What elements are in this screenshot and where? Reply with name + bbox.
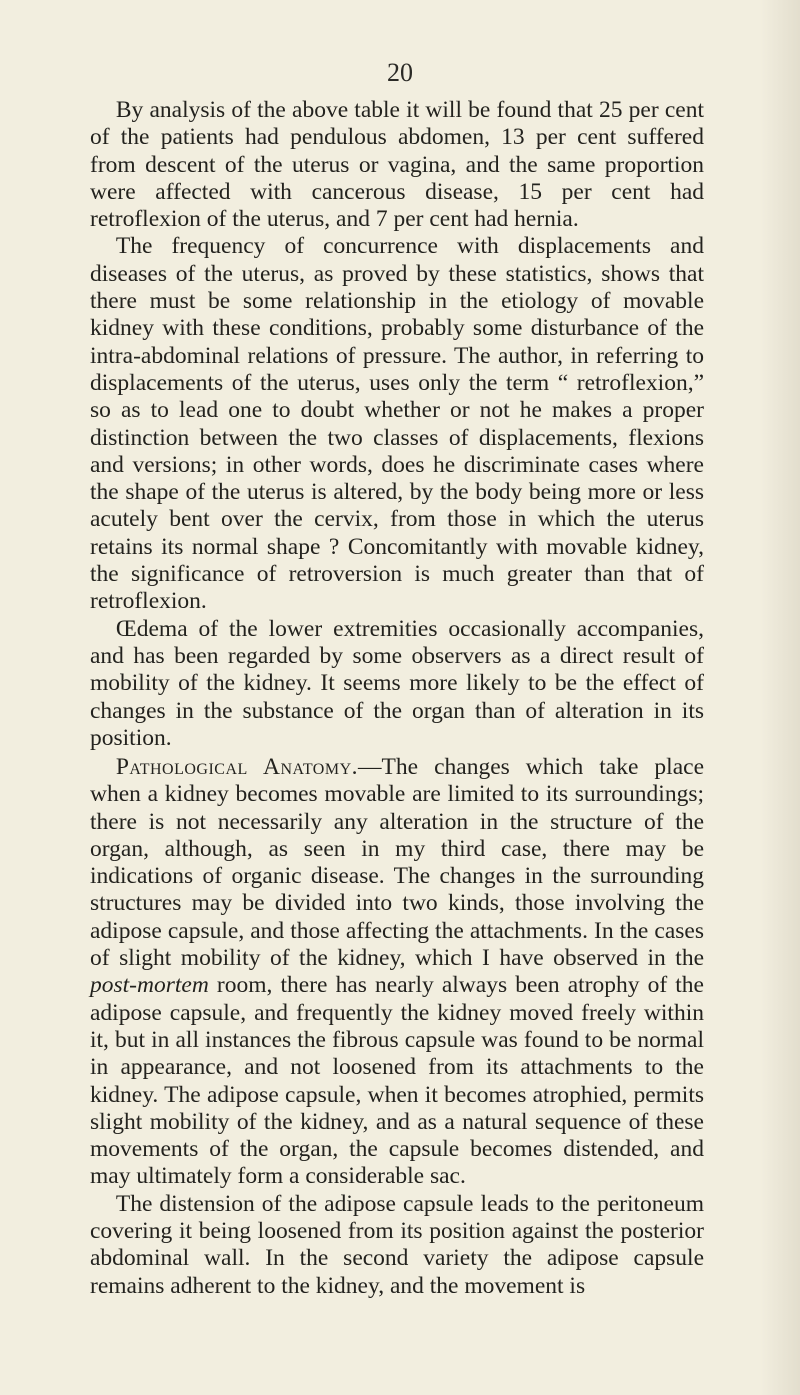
paragraph-concurrence: The frequency of concurrence with displacements and diseases of the uterus, as proved by these statistics, shows that there must be some relationship in the etiology of movable kidney with these conditions, probably some disturbance of the intra-abdominal relations of pressure. The author, in referring to displacements of the uterus, uses only the term “ retroflexion,” so as to lead one to doubt whether or not he makes a proper distinction between the two classes of displacements, flexions and versions; in other words, does he discriminate cases where the shape of the uterus is altered, by the body being more or less acutely bent over the cervix, from those in which the uterus retains its normal shape ? Concomitantly with movable kidney, the significance of retroversion is much greater than that of retroflexion. <box>90 233 704 615</box>
text-block-upper <box>90 97 704 752</box>
paragraph-text-part-a: —The changes which take place when a kidney becomes movable are limited to its surroundings; there is not necessarily any alteration in the structure of the organ, although, as seen in my third case, there may be indications of organic disease. The changes in the surrounding structures may be divided into two kinds, those involving the adipose capsule, and those affecting the attachments. In the cases of slight mobility of the kidney, which I have observed in the <box>90 754 704 972</box>
page-number: 20 <box>387 58 413 87</box>
paragraph-text-part-b: room, there has nearly always been atrophy of the adipose capsule, and frequently the kidney moved freely within it, but in all instances the fibrous capsule was found to be normal in appearance, and not loosened from its attachments to the kidney. The adipose capsule, when it becomes atrophied, permits slight mobility of the kidney, and as a natural sequence of these movements of the organ, the capsule becomes distended, and may ultimately form a considerable sac. <box>90 972 704 1190</box>
paragraph-pathological-anatomy <box>90 754 704 1191</box>
paragraph-oedema: Œdema of the lower extremities occasionally accompanies, and has been regarded by some observers as a direct result of mobility of the kidney. It seems more likely to be the effect of changes in the substance of the organ than of alteration in its position. <box>90 615 704 751</box>
paragraph-distension: The distension of the adipose capsule leads to the peritoneum covering it being loosened from its position against the posterior abdominal wall. In the second variety the adipose capsule remains adherent to the kidney, and the movement is <box>90 1190 704 1299</box>
section-heading: Pathological Anatomy. <box>115 754 359 780</box>
italic-term: post-mortem <box>90 972 209 999</box>
paragraph-analysis: By analysis of the above table it will be found that 25 per cent of the patients had pendulous abdomen, 13 per cent suffered from descent of the uterus or vagina, and the same proportion were affected with cancerous disease, 15 per cent had retroflexion of the uterus, and 7 per cent had hernia. <box>90 97 704 233</box>
text-block-pathological-anatomy <box>90 754 704 1300</box>
